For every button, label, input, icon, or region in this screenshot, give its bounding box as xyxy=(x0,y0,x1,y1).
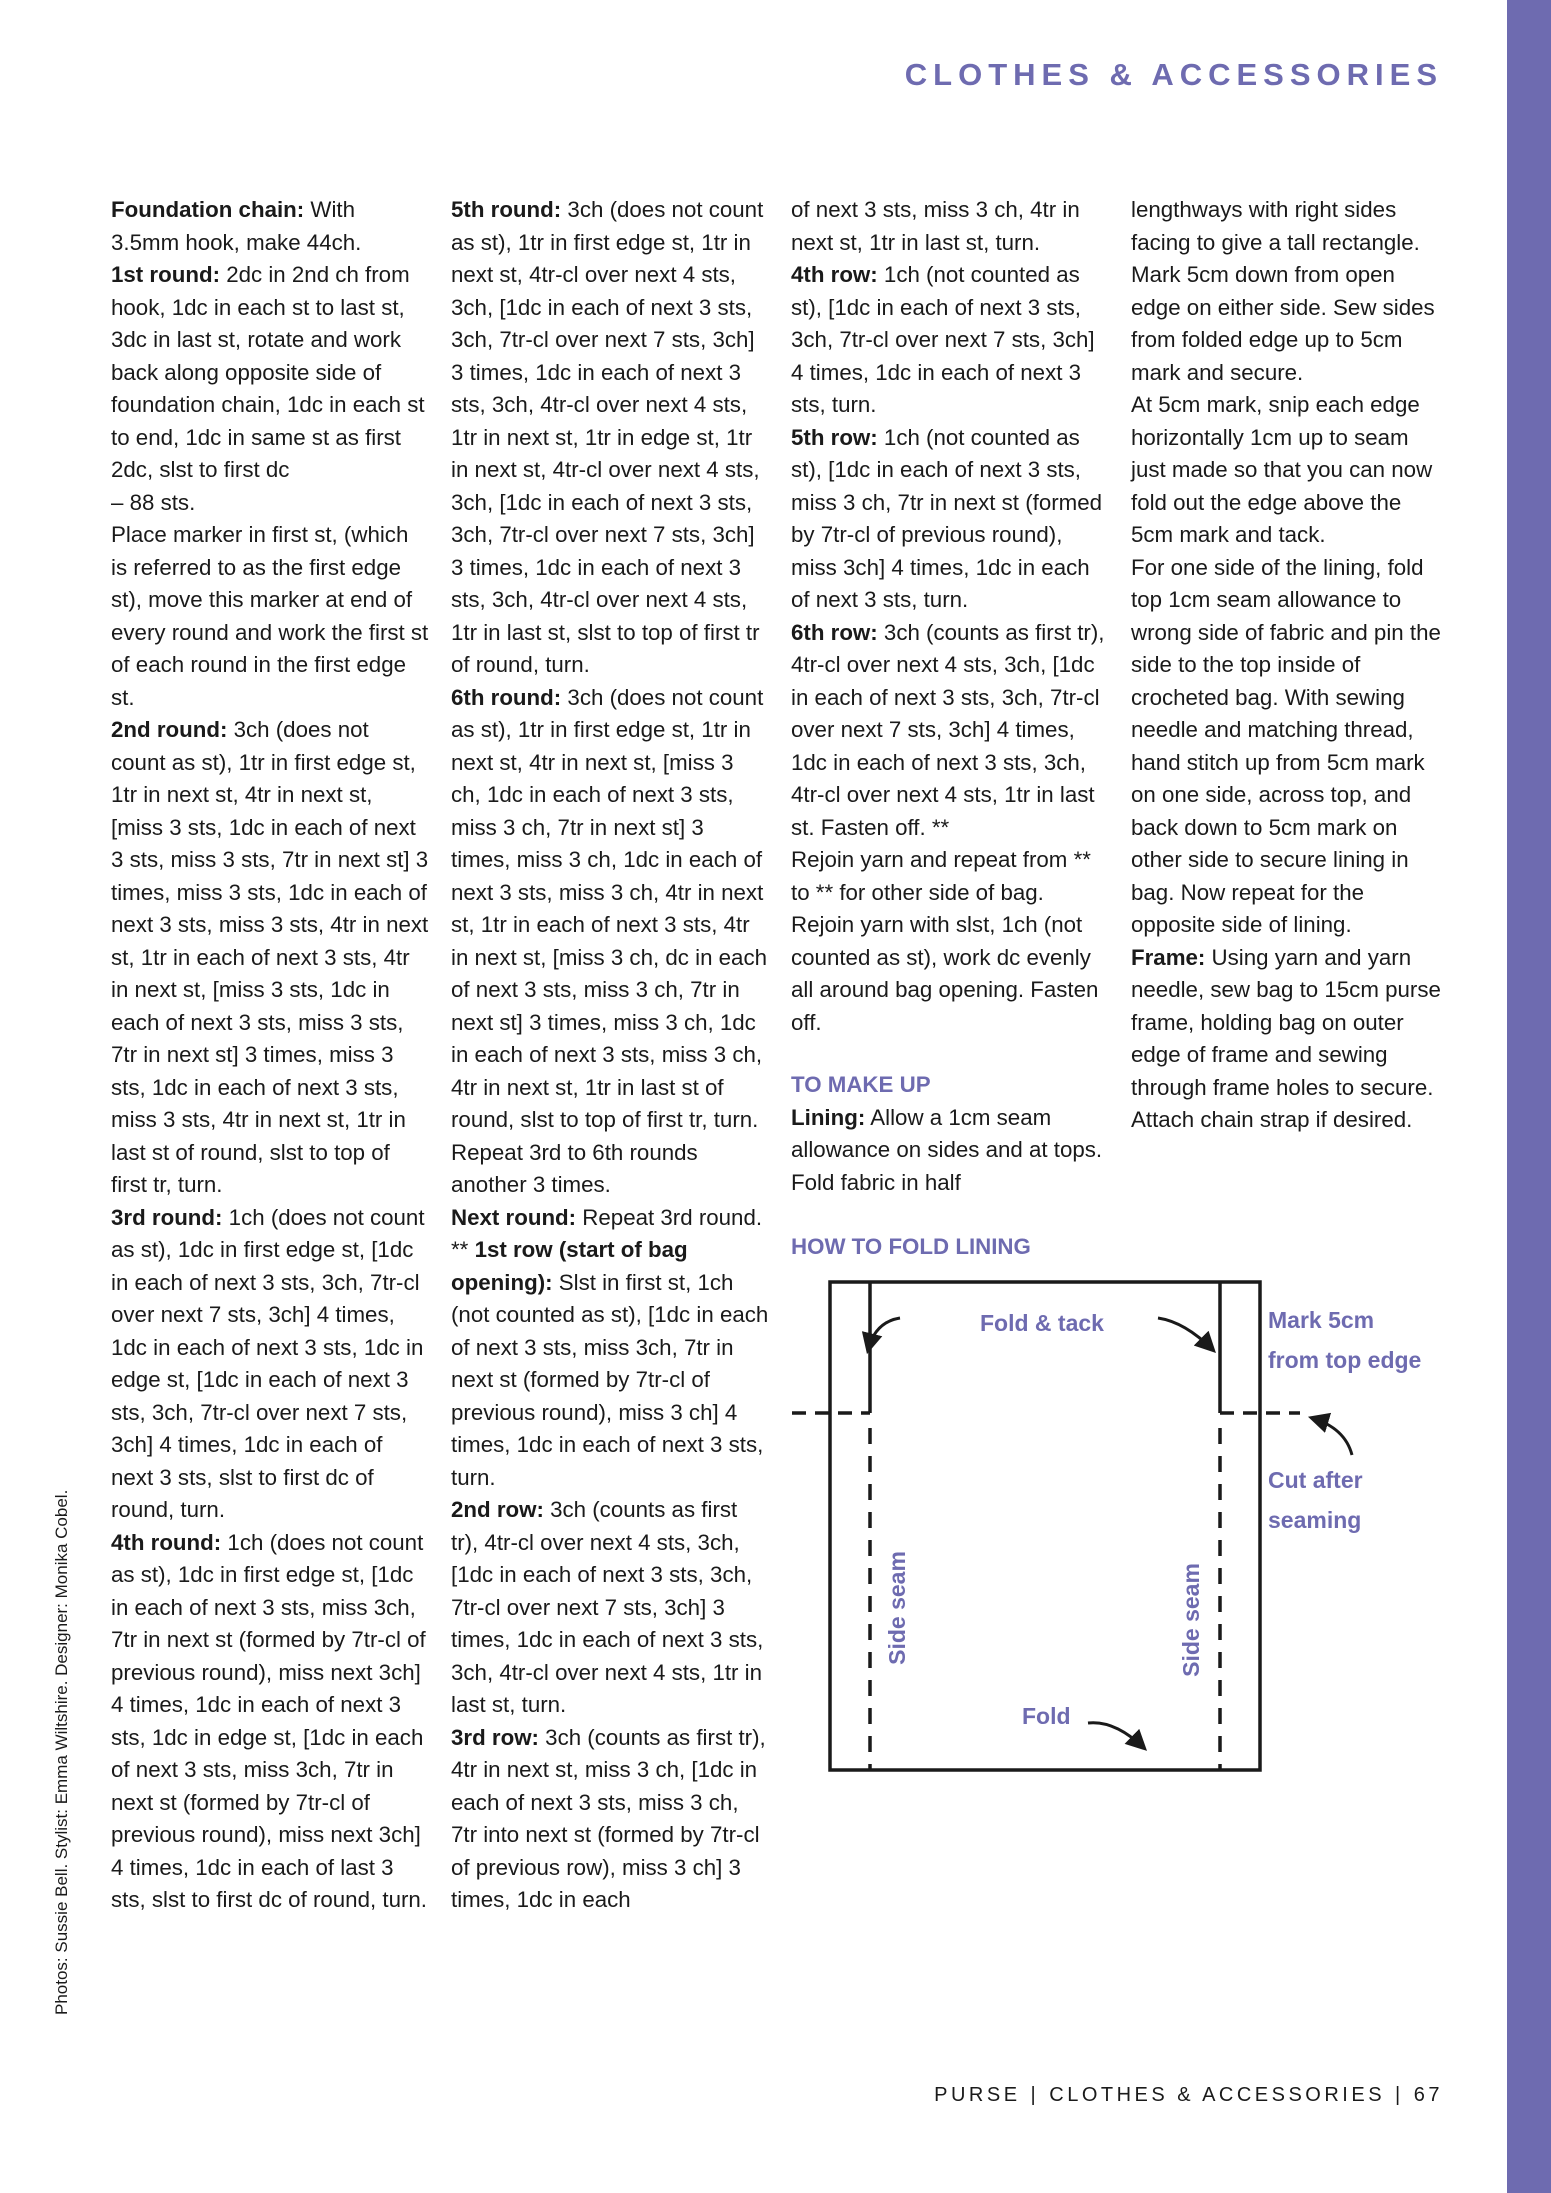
pattern-paragraph xyxy=(791,194,1109,259)
pattern-paragraph xyxy=(111,1202,429,1527)
repeat-marker: ** xyxy=(451,1237,475,1262)
pattern-paragraph xyxy=(451,1234,769,1494)
pattern-paragraph xyxy=(791,617,1109,845)
step-heading: Foundation chain: xyxy=(111,197,305,222)
fold-tack-label: Fold & tack xyxy=(980,1310,1104,1336)
step-heading: 6th row: xyxy=(791,619,878,645)
pattern-paragraph xyxy=(111,1527,429,1917)
text-column-1 xyxy=(111,194,429,1917)
section-subheading: TO MAKE UP xyxy=(791,1072,931,1097)
side-seam-right-label: Side seam xyxy=(1178,1563,1204,1677)
step-text: Place marker in first st, (which is referred to as the first edge st), move this marker at end of every round and work the first st of each round in the first edge st. xyxy=(111,522,429,710)
pattern-paragraph xyxy=(111,259,429,487)
text-column-4 xyxy=(1131,194,1449,1137)
step-text: Allow a 1cm seam allowance on sides and at tops. Fold fabric in half xyxy=(791,1104,1103,1195)
text-column-3 xyxy=(791,194,1109,1199)
pattern-paragraph xyxy=(451,1202,769,1235)
fold-lining-diagram xyxy=(780,1270,1460,1790)
pattern-paragraph xyxy=(451,1722,769,1917)
step-text: Repeat 3rd to 6th rounds another 3 times. xyxy=(451,1139,698,1197)
step-heading: 4th row: xyxy=(791,262,878,287)
step-text: 3ch (does not count as st), 1tr in first edge st, 1tr in next st, 4tr in next st, [miss 3 ch, 1dc in each of next 3 sts, miss 3 ch, 7tr in next st] 3 times, miss 3 ch, 1dc in each of next 3 sts, miss 3 ch, 4tr in next st, 1tr in each of next 3 sts, 4tr in next st, [miss 3 ch, dc in each of next 3 sts, miss 3 ch, 7tr in next st] 3 times, miss 3 ch, 1dc in each of next 3 sts, miss 3 ch, 4tr in next st, 1tr in last st of round, slst to top of first tr, turn. xyxy=(451,684,768,1132)
step-text: 2dc in 2nd ch from hook, 1dc in each st to last st, 3dc in last st, rotate and work back along opposite side of foundation chain, 1dc in each st to end, 1dc in same st as first 2dc, slst to first dc xyxy=(111,262,425,482)
step-text: Slst in first st, 1ch (not counted as st), [1dc in each of next 3 sts, miss 3ch, 7tr in next st (formed by 7tr-cl of previous round), miss 3 ch] 4 times, 1dc in each of next 3 sts, turn. xyxy=(451,1269,769,1490)
cut-label-line2: seaming xyxy=(1268,1507,1362,1533)
footer-separator-2: | xyxy=(1395,2084,1404,2106)
step-text: For one side of the lining, fold top 1cm seam allowance to wrong side of fabric and pin the side to the top inside of crocheted bag. With sewing needle and matching thread, hand stitch up from 5cm mark on one side, across top, and back down to 5cm mark on other side to secure lining in bag. Now repeat for the opposite side of lining. xyxy=(1131,554,1441,937)
step-text: 3ch (does not count as st), 1tr in first edge st, 1tr in next st, 4tr in next st, [miss 3 sts, 1dc in each of next 3 sts, miss 3 sts, 7tr in next st] 3 times, miss 3 sts, 1dc in each of next 3 sts, miss 3 sts, 4tr in next st, 1tr in each of next 3 sts, 4tr in next st, [miss 3 sts, 1dc in each of next 3 sts, miss 3 sts, 7tr in next st] 3 times, miss 3 sts, 1dc in each of next 3 sts, miss 3 sts, 4tr in next st, 1tr in last st of round, slst to top of first tr, turn. xyxy=(111,717,429,1197)
fold-tack-arrow-right xyxy=(1158,1318,1213,1350)
pattern-paragraph xyxy=(111,194,429,259)
step-heading: 2nd round: xyxy=(111,717,228,742)
step-heading: Frame: xyxy=(1131,944,1206,970)
step-text: Using yarn and yarn needle, sew bag to 15cm purse frame, holding bag on outer edge of frame and sewing through frame holes to secure. Attach chain strap if desired. xyxy=(1131,944,1441,1132)
step-heading: 2nd row: xyxy=(451,1497,544,1522)
cut-arrow xyxy=(1312,1418,1352,1455)
pattern-paragraph xyxy=(111,519,429,714)
footer-separator-1: | xyxy=(1030,2084,1040,2106)
step-heading: 4th round: xyxy=(111,1529,222,1555)
step-text: 3ch (counts as first tr), 4tr-cl over next 4 sts, 3ch, [1dc in each of next 3 sts, 3ch, 7tr-cl over next 7 sts, 3ch] 3 times, 1dc in each of next 3 sts, 3ch, 4tr-cl over next 4 sts, 1tr in last st, turn. xyxy=(451,1497,764,1717)
step-text: Rejoin yarn with slst, 1ch (not counted as st), work dc evenly all around bag opening. Fasten off. xyxy=(791,912,1099,1035)
step-heading: Next round: xyxy=(451,1204,577,1230)
pattern-paragraph xyxy=(451,682,769,1137)
step-text: With 3.5mm hook, make 44ch. xyxy=(111,197,362,255)
pattern-paragraph xyxy=(791,1102,1109,1200)
step-heading: 5th row: xyxy=(791,424,878,450)
fold-label: Fold xyxy=(1022,1703,1071,1729)
step-text: 1ch (does not count as st), 1dc in first edge st, [1dc in each of next 3 sts, miss 3ch, 7tr in next st (formed by 7tr-cl of previous round), miss next 3ch] 4 times, 1dc in each of next 3 sts, 1dc in edge st, [1dc in each of next 3 sts, miss 3ch, 7tr in next st (formed by 7tr-cl of previous round), miss next 3ch] 4 times, 1dc in each of last 3 sts, slst to first dc of round, turn. xyxy=(111,1529,427,1912)
side-seam-left-label: Side seam xyxy=(884,1551,910,1665)
pattern-paragraph xyxy=(791,844,1109,909)
step-text: Repeat 3rd round. xyxy=(576,1204,763,1230)
fold-tack-arrow-left xyxy=(868,1318,900,1350)
step-heading: 3rd round: xyxy=(111,1204,223,1230)
mark-label-line2: from top edge xyxy=(1268,1347,1422,1373)
step-heading: 5th round: xyxy=(451,197,562,222)
step-text: 3ch (does not count as st), 1tr in first edge st, 1tr in next st, 4tr-cl over next 4 sts, 3ch, [1dc in each of next 3 sts, 3ch, 7tr-cl over next 7 sts, 3ch] 3 times, 1dc in each of next 3 sts, 3ch, 4tr-cl over next 4 sts, 1tr in next st, 1tr in edge st, 1tr in next st, 4tr-cl over next 4 sts, 3ch, [1dc in each of next 3 sts, 3ch, 7tr-cl over next 7 sts, 3ch] 3 times, 1dc in each of next 3 sts, 3ch, 4tr-cl over next 4 sts, 1tr in last st, slst to top of first tr of round, turn. xyxy=(451,197,764,677)
pattern-paragraph xyxy=(451,1494,769,1722)
pattern-paragraph xyxy=(1131,194,1449,389)
step-text: 3ch (counts as first tr), 4tr in next st, miss 3 ch, [1dc in each of next 3 sts, miss 3 ch, 7tr into next st (formed by 7tr-cl of previous row), miss 3 ch] 3 times, 1dc in each xyxy=(451,1724,766,1912)
pattern-paragraph xyxy=(451,194,769,682)
step-heading: 3rd row: xyxy=(451,1724,539,1750)
step-text: 3ch (counts as first tr), 4tr-cl over next 4 sts, 3ch, [1dc in each of next 3 sts, 3ch, 7tr-cl over next 7 sts, 3ch] 4 times, 1dc in each of next 3 sts, 3ch, 4tr-cl over next 4 sts, 1tr in last st. Fasten off. ** xyxy=(791,619,1105,840)
lining-outline xyxy=(830,1282,1260,1770)
pattern-paragraph xyxy=(791,422,1109,617)
footer-article: PURSE xyxy=(934,2084,1021,2106)
pattern-paragraph xyxy=(791,909,1109,1039)
step-text: 1ch (not counted as st), [1dc in each of next 3 sts, miss 3 ch, 7tr in next st (formed by 7tr-cl of previous round), miss 3ch] 4 times, 1dc in each of next 3 sts, turn. xyxy=(791,424,1103,612)
pattern-paragraph xyxy=(451,1137,769,1202)
step-heading: 1st round: xyxy=(111,262,221,287)
step-text: 1ch (not counted as st), [1dc in each of next 3 sts, 3ch, 7tr-cl over next 7 sts, 3ch] 4 times, 1dc in each of next 3 sts, turn. xyxy=(791,262,1095,417)
step-text: Rejoin yarn and repeat from ** to ** for other side of bag. xyxy=(791,847,1091,905)
page-footer xyxy=(700,2084,1443,2107)
step-text: 1ch (does not count as st), 1dc in first edge st, [1dc in each of next 3 sts, 3ch, 7tr-cl over next 7 sts, 3ch] 4 times, 1dc in each of next 3 sts, 1dc in edge st, [1dc in each of next 3 sts, 3ch, 7tr-cl over next 7 sts, 3ch] 4 times, 1dc in each of next 3 sts, slst to first dc of round, turn. xyxy=(111,1204,425,1522)
step-text: – 88 sts. xyxy=(111,489,196,515)
footer-section: CLOTHES & ACCESSORIES xyxy=(1049,2084,1386,2106)
diagram-title: HOW TO FOLD LINING xyxy=(791,1234,1031,1259)
section-header: CLOTHES & ACCESSORIES xyxy=(904,57,1443,92)
pattern-paragraph xyxy=(111,714,429,1202)
pattern-paragraph xyxy=(1131,389,1449,552)
photo-credit: Photos: Sussie Bell. Stylist: Emma Wiltshire. Designer: Monika Cobel. xyxy=(52,1489,71,2015)
step-text: of next 3 sts, miss 3 ch, 4tr in next st, 1tr in last st, turn. xyxy=(791,197,1080,255)
fold-arrow xyxy=(1088,1723,1144,1748)
pattern-paragraph xyxy=(1131,942,1449,1137)
step-heading: 1st row (start of bag opening): xyxy=(451,1237,688,1295)
step-heading: Lining: xyxy=(791,1104,866,1130)
text-column-2 xyxy=(451,194,769,1917)
page-number: 67 xyxy=(1413,2084,1443,2106)
step-text: At 5cm mark, snip each edge horizontally 1cm up to seam just made so that you can now fold out the edge above the 5cm mark and tack. xyxy=(1131,392,1433,547)
mark-label-line1: Mark 5cm xyxy=(1268,1307,1375,1333)
pattern-paragraph xyxy=(111,487,429,520)
pattern-paragraph xyxy=(791,259,1109,422)
page-edge-bar xyxy=(1507,0,1551,2193)
cut-label-line1: Cut after xyxy=(1268,1467,1363,1493)
step-text: lengthways with right sides facing to give a tall rectangle. Mark 5cm down from open edge on either side. Sew sides from folded edge up to 5cm mark and secure. xyxy=(1131,197,1435,385)
pattern-paragraph xyxy=(1131,552,1449,942)
step-heading: 6th round: xyxy=(451,684,562,710)
